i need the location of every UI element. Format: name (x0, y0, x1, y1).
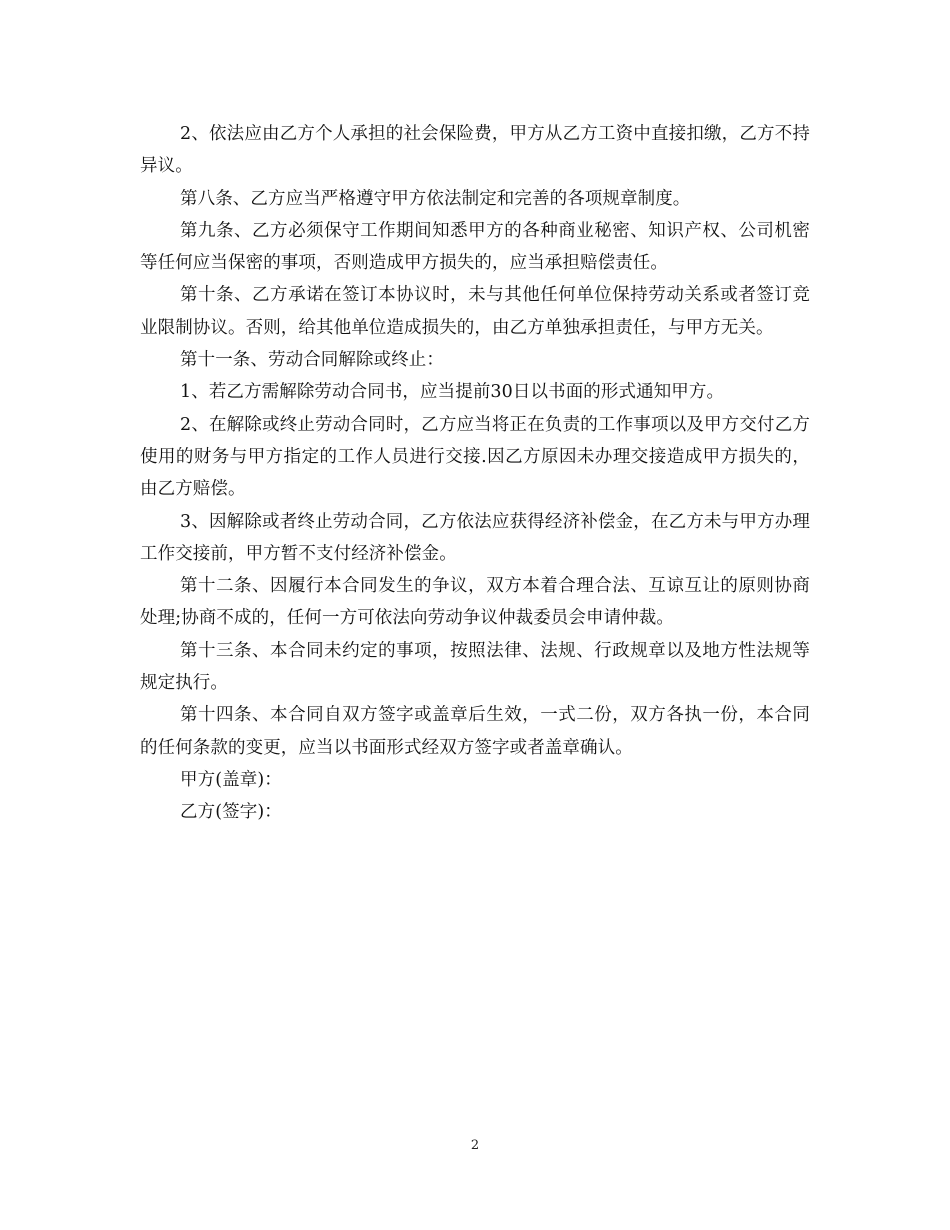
party-a-seal-line: 甲方(盖章)： (180, 769, 282, 790)
paragraph-social-insurance: 2、依法应由乙方个人承担的社会保险费，甲方从乙方工资中直接扣缴，乙方不持异议。 (140, 124, 810, 177)
paragraph-article-8: 第八条、乙方应当严格遵守甲方依法制定和完善的各项规章制度。 (180, 188, 691, 209)
page-number: 2 (470, 1138, 480, 1153)
party-b-signature-line: 乙方(签字)： (180, 802, 282, 823)
paragraph-article-9: 第九条、乙方必须保守工作期间知悉甲方的各种商业秘密、知识产权、公司机密等任何应当保密的事项，否则造成甲方损失的，应当承担赔偿责任。 (140, 220, 810, 274)
paragraph-article-11-item-2: 2、在解除或终止劳动合同时，乙方应当将正在负责的工作事项以及甲方交付乙方使用的财务与甲方指定的工作人员进行交接.因乙方原因未办理交接造成甲方损失的，由乙方赔偿。 (140, 414, 810, 500)
paragraph-article-11-item-1: 1、若乙方需解除劳动合同书，应当提前30日以书面的形式通知甲方。 (180, 382, 725, 403)
paragraph-article-14: 第十四条、本合同自双方签字或盖章后生效，一式二份，双方各执一份，本合同的任何条款的变更，应当以书面形式经双方签字或者盖章确认。 (140, 705, 810, 758)
paragraph-article-11-item-3: 3、因解除或者终止劳动合同，乙方依法应获得经济补偿金，在乙方未与甲方办理工作交接前，甲方暂不支付经济补偿金。 (140, 511, 810, 564)
paragraph-article-11: 第十一条、劳动合同解除或终止： (180, 350, 444, 371)
contract-body (140, 118, 810, 829)
paragraph-article-12: 第十二条、因履行本合同发生的争议，双方本着合理合法、互谅互让的原则协商处理;协商不成的，任何一方可依法向劳动争议仲裁委员会申请仲裁。 (140, 576, 810, 629)
paragraph-article-10: 第十条、乙方承诺在签订本协议时，未与其他任何单位保持劳动关系或者签订竞业限制协议。否则，给其他单位造成损失的，由乙方单独承担责任，与甲方无关。 (140, 285, 810, 338)
paragraph-article-13: 第十三条、本合同未约定的事项，按照法律、法规、行政规章以及地方性法规等规定执行。 (140, 640, 810, 694)
